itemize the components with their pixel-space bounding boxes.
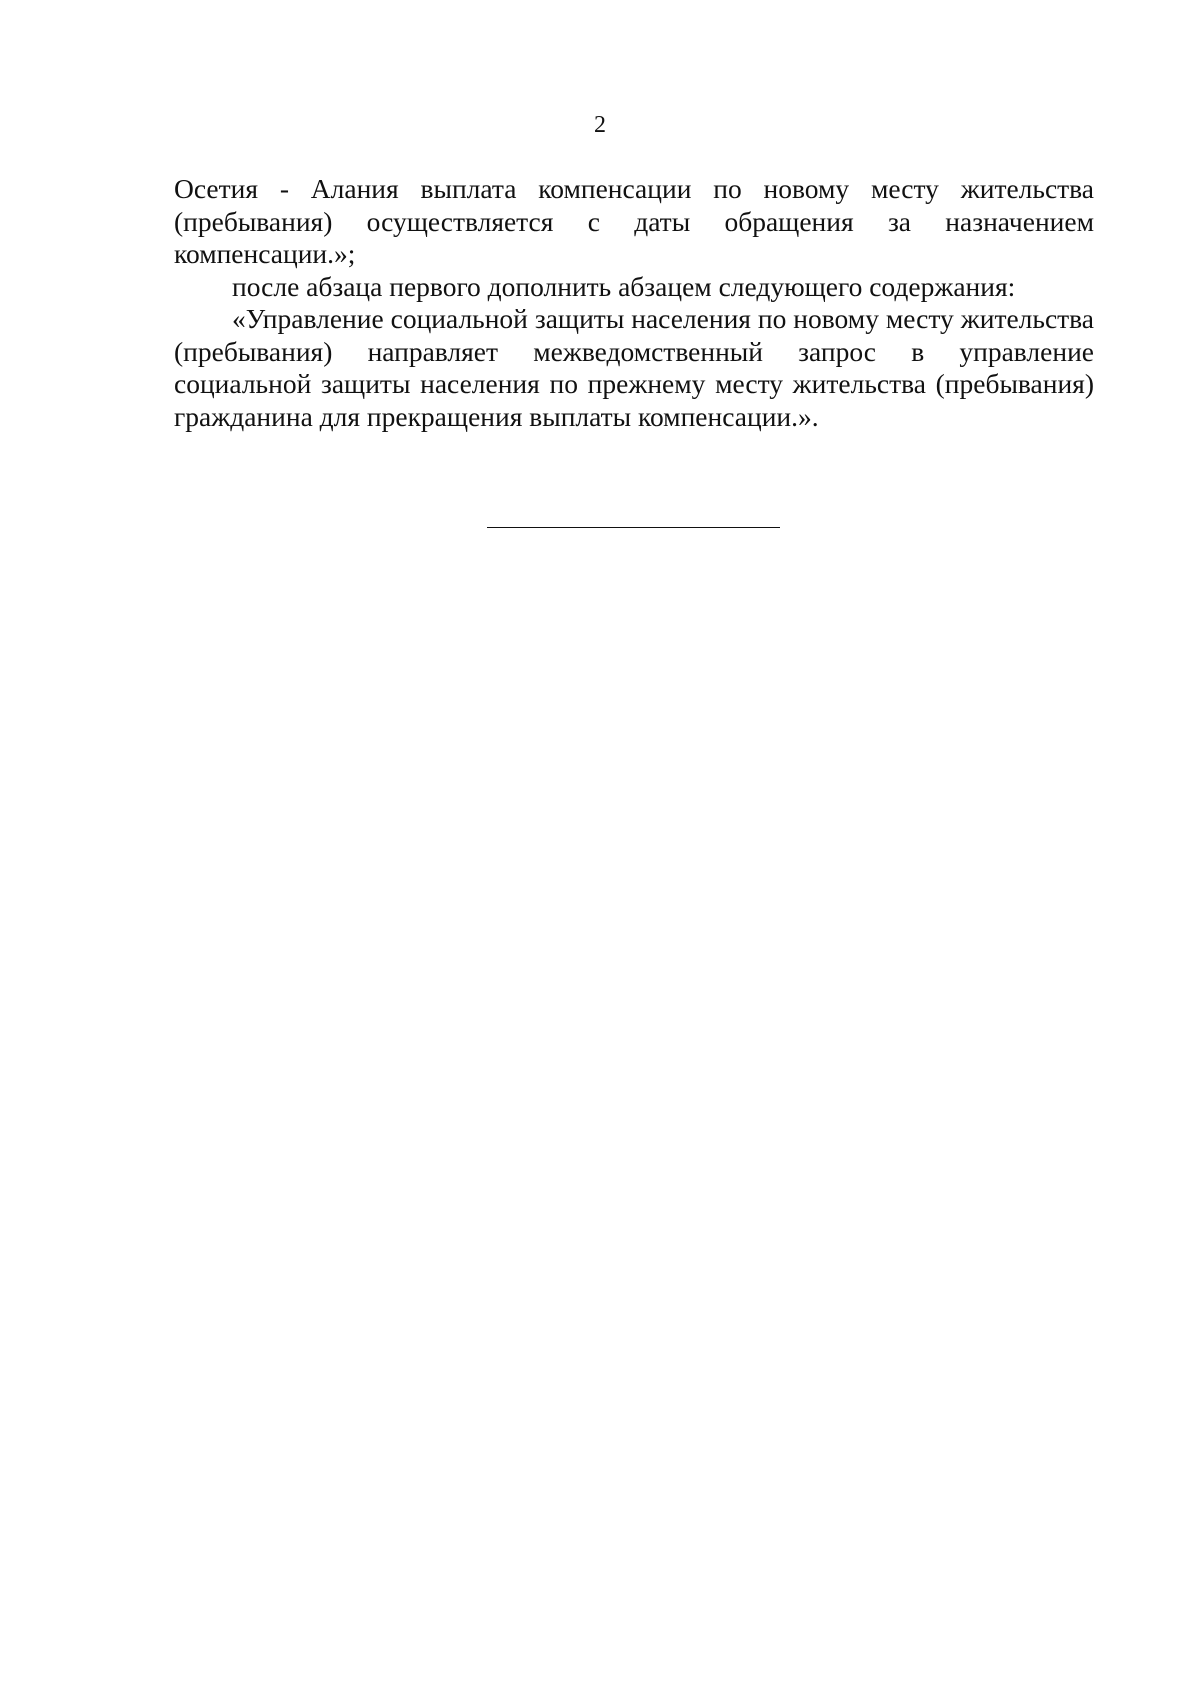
page-number: 2 bbox=[594, 112, 606, 138]
paragraph-instruction: после абзаца первого дополнить абзацем следующего содержания: bbox=[232, 270, 1016, 302]
document-body bbox=[174, 173, 1094, 433]
end-separator-line bbox=[487, 527, 780, 528]
paragraph-inserted-text: «Управление социальной защиты населения по новому месту жительства (пребывания) направляет межведомственный запрос в управление социальной защиты населения по прежнему месту жительства (пребывания) гражданина для прекращения выплаты компенсации.». bbox=[174, 303, 1094, 432]
paragraph-continuation: Осетия - Алания выплата компенсации по новому месту жительства (пребывания) осуществляется с даты обращения за назначением компенсации.»; bbox=[174, 173, 1094, 269]
